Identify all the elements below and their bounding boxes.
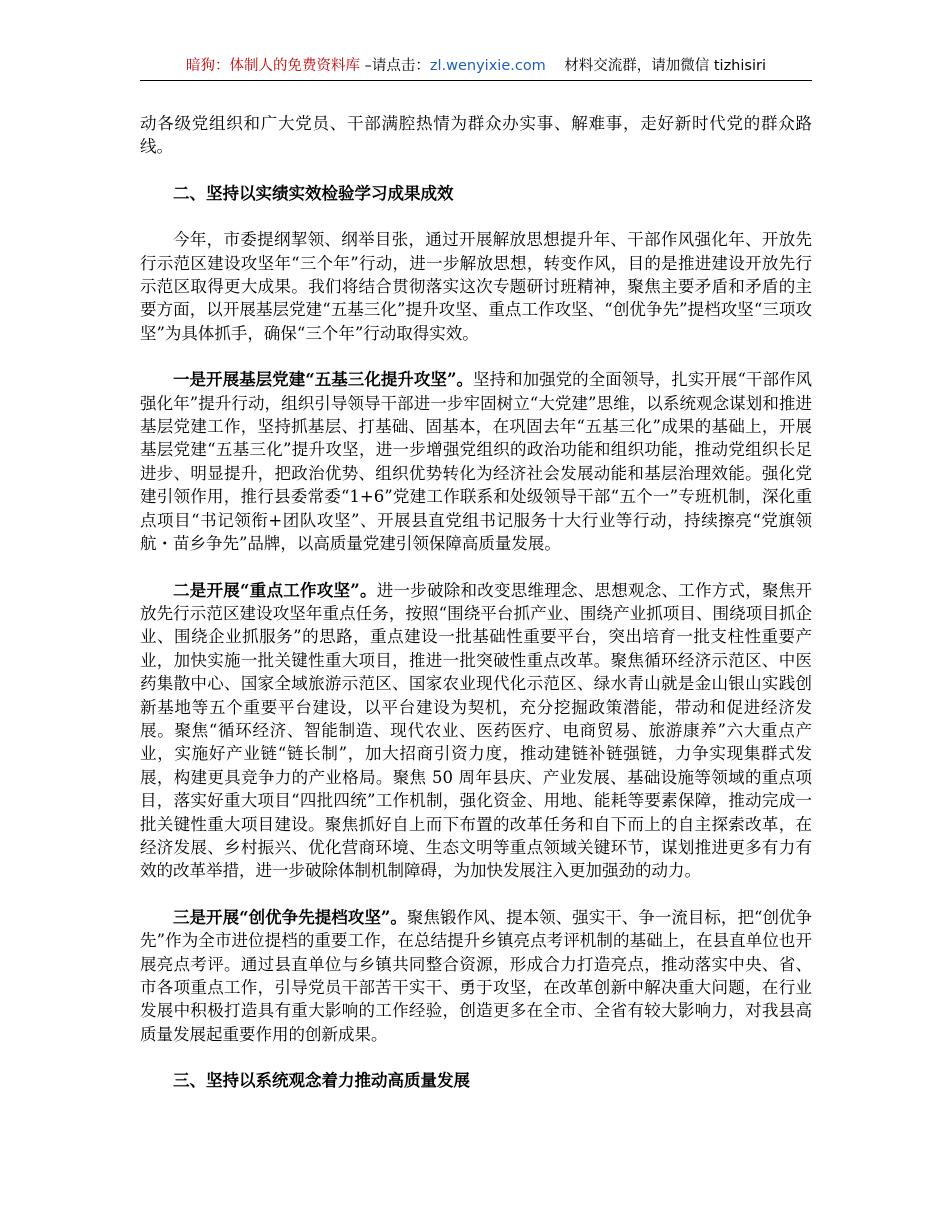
item-3-paragraph [140, 906, 812, 1046]
item-2-body: 进一步破除和改变思维理念、思想观念、工作方式，聚焦开放先行示范区建设攻坚年重点任务，按照“围绕平台抓产业、围绕产业抓项目、围绕项目抓企业、围绕企业抓服务”的思路，重点建设一批基础性重要平台，突出培育一批支柱性重要产业，加快实施一批关键性重大项目，推进一批突破性重点改革。聚焦循环经济示范区、中医药集散中心、国家全域旅游示范区、国家农业现代化示范区、绿水青山就是金山银山实践创新基地等五个重要平台建设，以平台建设为契机，充分挖掘政策潜能，带动和促进经济发展。聚焦“循环经济、智能制造、现代农业、医药医疗、电商贸易、旅游康养”六大重点产业，实施好产业链“链长制”，加大招商引资力度，推动建链补链强链，力争实现集群式发展，构建更具竞争力的产业格局。聚焦 50 周年县庆、产业发展、基础设施等领域的重点项目，落实好重大项目“四批四统”工作机制，强化资金、用地、能耗等要素保障，推动完成一批关键性重大项目建设。聚焦抓好自上而下布置的改革任务和自下而上的自主探索改革，在经济发展、乡村振兴、优化营商环境、生态文明等重点领域关键环节，谋划推进更多有力有效的改革举措，进一步破除体制机制障碍，为加快发展注入更加强劲的动力。 [140, 580, 813, 881]
intro-paragraph: 今年，市委提纲挈领、纲举目张，通过开展解放思想提升年、干部作风强化年、开放先行示范区建设攻坚年“三个年”行动，进一步解放思想，转变作风，目的是推进建设开放先行示范区取得更大成果。我们将结合贯彻落实这次专题研讨班精神，聚焦主要矛盾和矛盾的主要方面，以开展基层党建“五基三化”提升攻坚、重点工作攻坚、“创优争先”提档攻坚“三项攻坚”为具体抓手，确保“三个年”行动取得实效。 [140, 230, 812, 343]
item-3-title: 三是开展“创优争先提档攻坚”。 [173, 907, 407, 927]
item-1-body: 坚持和加强党的全面领导，扎实开展“干部作风强化年”提升行动，组织引导领导干部进一步牢固树立“大党建”思维，以系统观念谋划和推进基层党建工作，坚持抓基层、打基础、固基本，在巩固去年“五基三化”成果的基础上，开展基层党建“五基三化”提升攻坚，进一步增强党组织的政治功能和组织功能，推动党组织长足进步、明显提升，把政治优势、组织优势转化为经济社会发展动能和基层治理效能。强化党建引领作用，推行县委常委“1+6”党建工作联系和处级领导干部“五个一”专班机制，深化重点项目“书记领衔+团队攻坚”、开展县直党组书记服务十大行业等行动，持续擦亮“党旗领航・苗乡争先”品牌，以高质量党建引领保障高质量发展。 [140, 370, 813, 554]
click-prompt: –请点击： [360, 58, 430, 74]
page-header-banner [140, 54, 812, 81]
item-1-paragraph [140, 368, 812, 555]
item-1-title: 一是开展基层党建“五基三化提升攻坚”。 [173, 370, 474, 390]
wechat-note: 材料交流群，请加微信 tizhisiri [564, 58, 766, 74]
item-3-body: 聚焦锻作风、提本领、强实干、争一流目标，把“创优争先”作为全市进位提档的重要工作，在总结提升乡镇亮点考评机制的基础上，在县直单位也开展亮点考评。通过县直单位与乡镇共同整合资源，形成合力打造亮点，推动落实中央、省、市各项重点工作，引导党员干部苦干实干、勇于攻坚，在改革创新中解决重大问题，在行业发展中积极打造具有重大影响的工作经验，创造更多在全市、全省有较大影响力，对我县高质量发展起重要作用的创新成果。 [140, 907, 813, 1044]
continuation-paragraph: 动各级党组织和广大党员、干部满腔热情为群众办实事、解难事，走好新时代党的群众路线。 [140, 114, 812, 157]
section-heading-2: 二、坚持以实绩实效检验学习成果成效 [173, 183, 454, 203]
item-2-title: 二是开展“重点工作攻坚”。 [173, 580, 377, 600]
document-body [140, 112, 812, 1116]
item-2-paragraph [140, 579, 812, 883]
site-name: 暗狗：体制人的免费资料库 [186, 58, 361, 74]
section-heading-3: 三、坚持以系统观念着力推动高质量发展 [173, 1071, 470, 1091]
site-url-link[interactable]: zl.wenyixie.com [429, 58, 546, 74]
